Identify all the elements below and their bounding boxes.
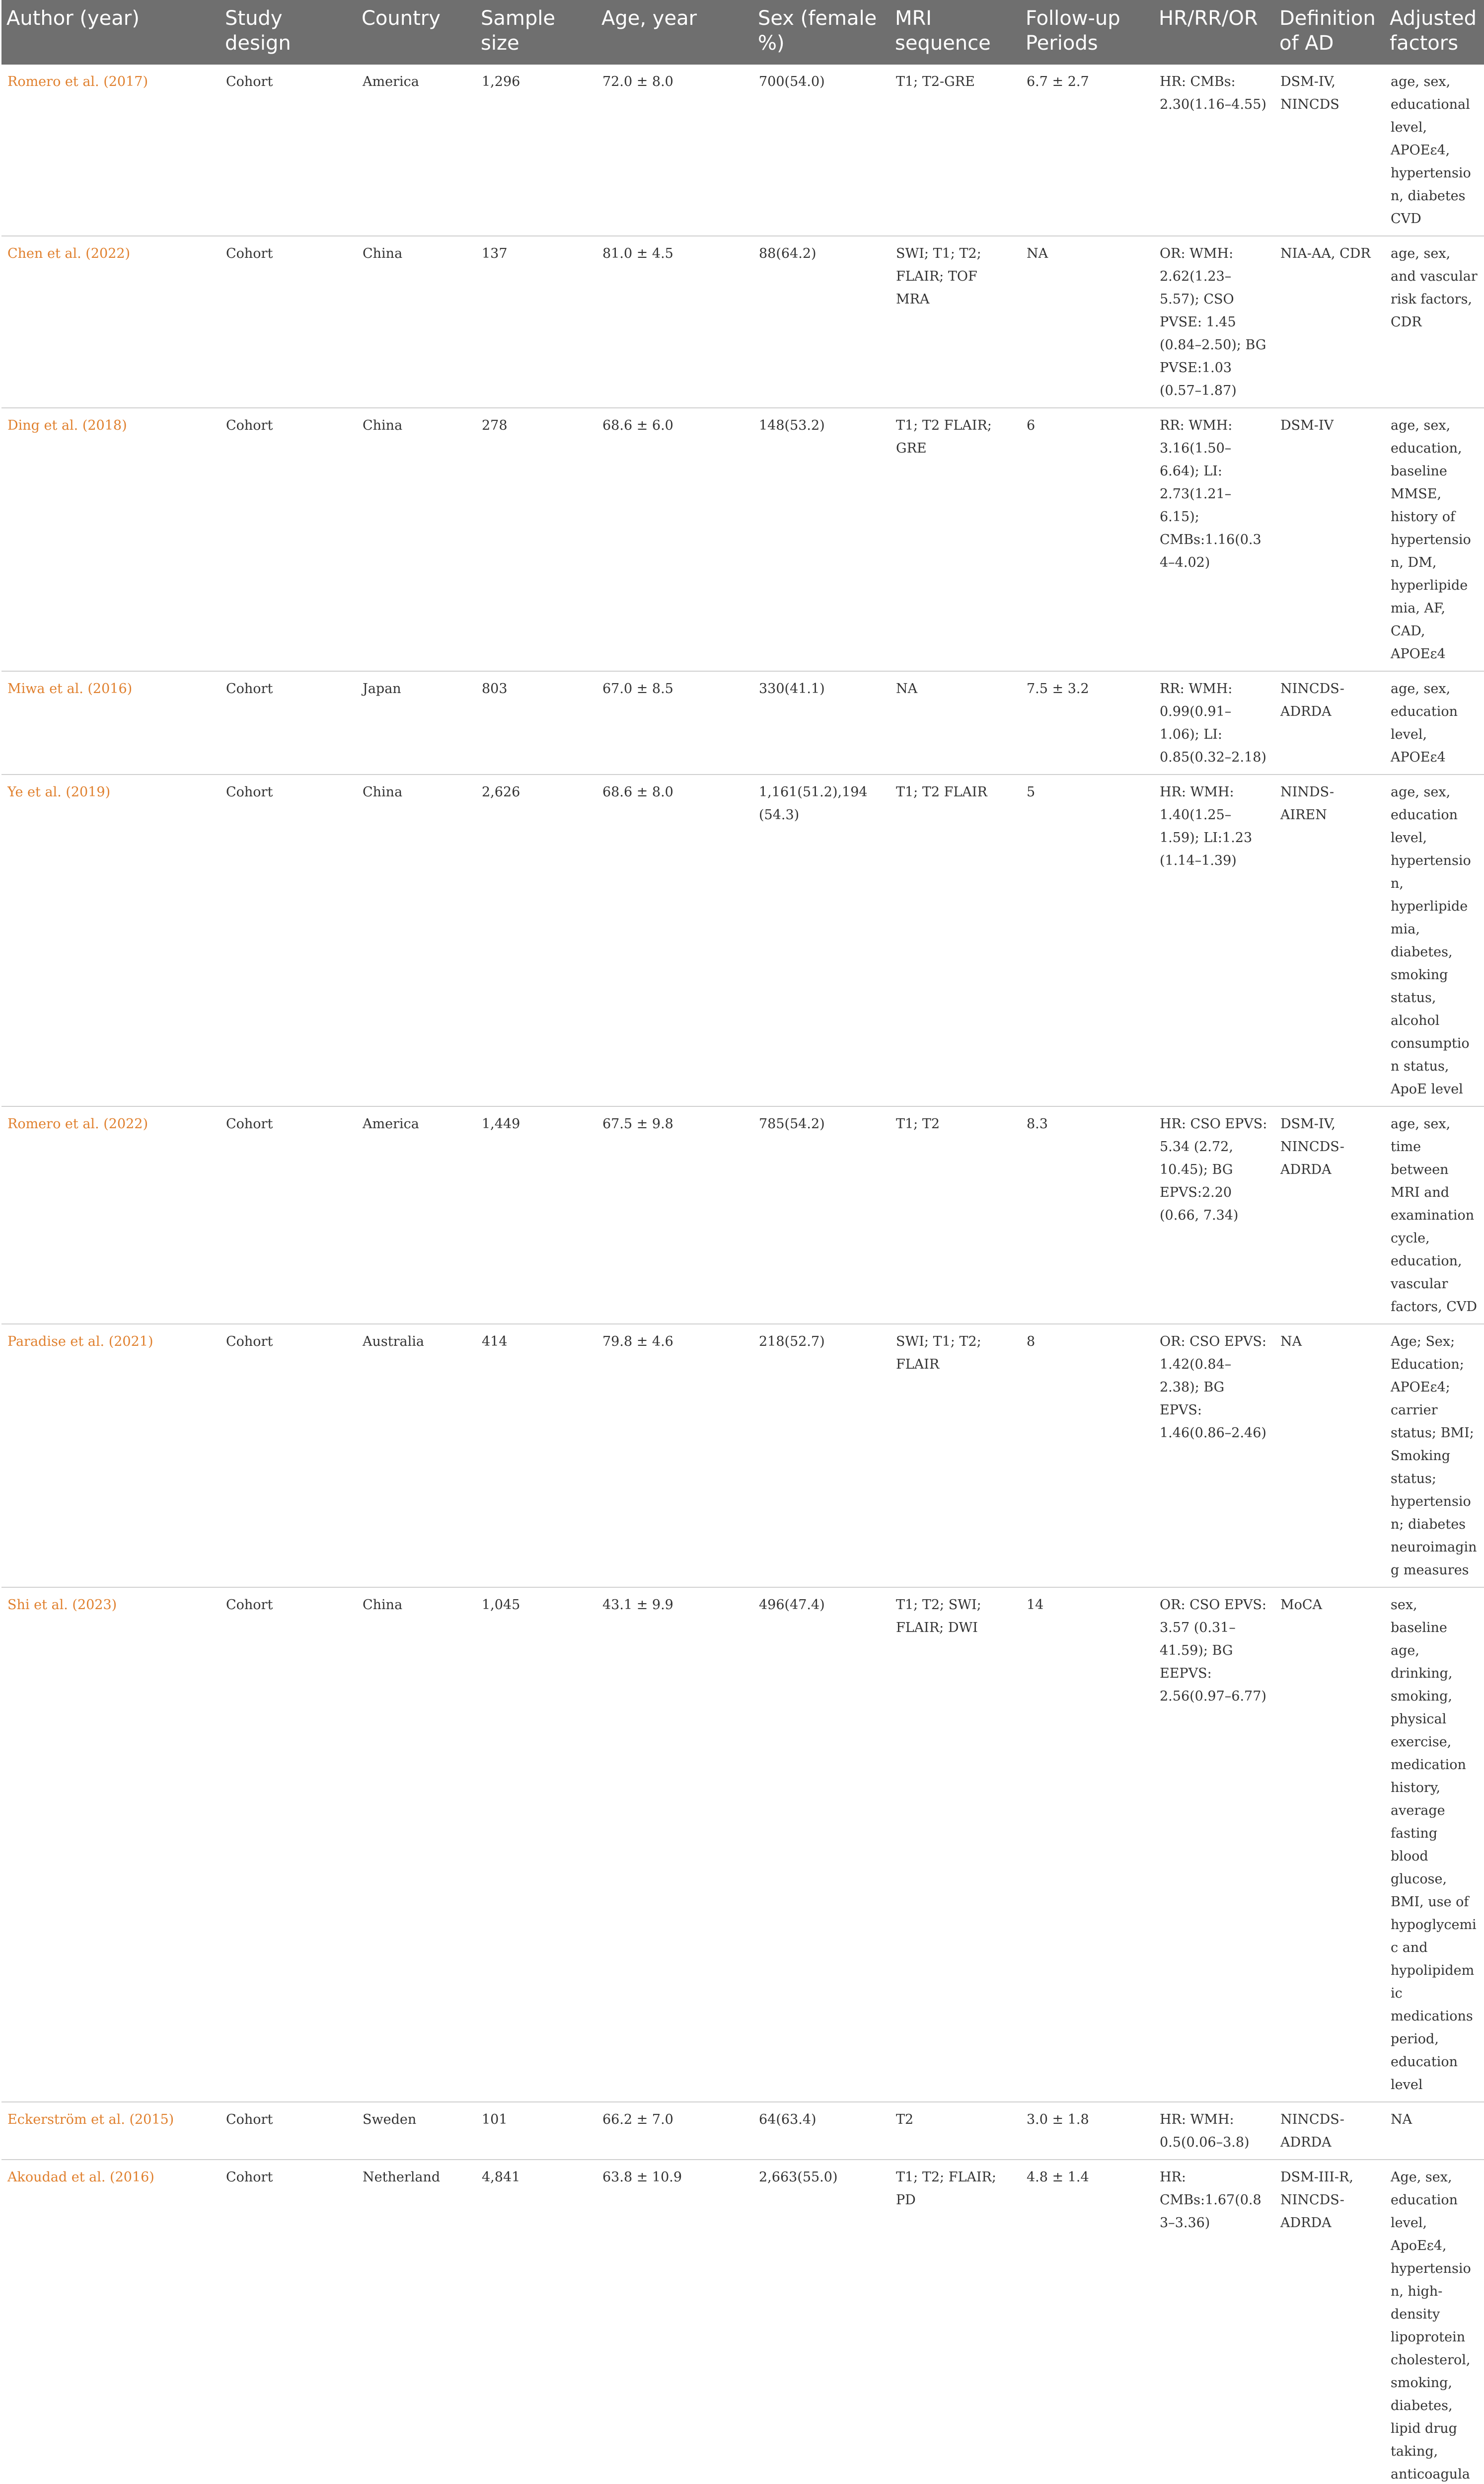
cell-definition-of-ad: DSM-IV: [1274, 408, 1385, 671]
table-row: [1, 671, 1484, 775]
cell-definition-of-ad: DSM-IV, NINCDS: [1274, 65, 1385, 236]
cell-adjusted-factors: Age; Sex; Education; APOEε4; carrier status; BMI; Smoking status; hypertension; diabetes neuroimaging measures: [1385, 1324, 1484, 1587]
cell-author[interactable]: Paradise et al. (2021): [1, 1324, 220, 1587]
cell-mri-sequence: T1; T2: [890, 1106, 1021, 1324]
header-sex: Sex (female %): [753, 0, 890, 65]
cell-mri-sequence: SWI; T1; T2; FLAIR; TOF MRA: [890, 236, 1021, 408]
cell-follow-up: 7.5 ± 3.2: [1021, 671, 1154, 775]
cell-author[interactable]: Shi et al. (2023): [1, 1587, 220, 2102]
header-adjusted-factors: Adjusted factors: [1385, 0, 1484, 65]
cell-age: 68.6 ± 8.0: [596, 775, 753, 1106]
cell-sex: 218(52.7): [753, 1324, 890, 1587]
header-hr-rr-or: HR/RR/OR: [1154, 0, 1274, 65]
cell-sample-size: 414: [476, 1324, 596, 1587]
cell-follow-up: 6: [1021, 408, 1154, 671]
cell-sex: 330(41.1): [753, 671, 890, 775]
cell-country: China: [357, 408, 476, 671]
cell-definition-of-ad: MoCA: [1274, 1587, 1385, 2102]
cell-age: 68.6 ± 6.0: [596, 408, 753, 671]
cell-sex: 496(47.4): [753, 1587, 890, 2102]
table-row: [1, 1324, 1484, 1587]
cell-author[interactable]: Ye et al. (2019): [1, 775, 220, 1106]
cell-sex: 785(54.2): [753, 1106, 890, 1324]
header-age: Age, year: [596, 0, 753, 65]
table-row: [1, 2102, 1484, 2160]
header-country: Country: [357, 0, 476, 65]
cell-study-design: Cohort: [220, 1587, 357, 2102]
header-definition-of-ad: Definition of AD: [1274, 0, 1385, 65]
cell-author[interactable]: Chen et al. (2022): [1, 236, 220, 408]
cell-age: 43.1 ± 9.9: [596, 1587, 753, 2102]
cell-adjusted-factors: age, sex, educational level, APOEε4, hypertension, diabetes CVD: [1385, 65, 1484, 236]
cell-sample-size: 1,449: [476, 1106, 596, 1324]
cell-author[interactable]: Ding et al. (2018): [1, 408, 220, 671]
cell-follow-up: NA: [1021, 236, 1154, 408]
cell-definition-of-ad: DSM-III-R, NINCDS-ADRDA: [1274, 2160, 1385, 2484]
cell-adjusted-factors: sex, baseline age, drinking, smoking, physical exercise, medication history, average fasting blood glucose, BMI, use of hypoglycemic and hypolipidemic medications period, education level: [1385, 1587, 1484, 2102]
cell-age: 66.2 ± 7.0: [596, 2102, 753, 2160]
cell-follow-up: 5: [1021, 775, 1154, 1106]
cell-hr-rr-or: OR: WMH: 2.62(1.23–5.57); CSO PVSE: 1.45 (0.84–2.50); BG PVSE:1.03 (0.57–1.87): [1154, 236, 1274, 408]
cell-author[interactable]: Romero et al. (2022): [1, 1106, 220, 1324]
cell-adjusted-factors: Age, sex, education level, ApoEε4, hypertension, high-density lipoprotein cholesterol, smoking, diabetes, lipid drug taking, anticoagula: [1385, 2160, 1484, 2484]
cell-sex: 148(53.2): [753, 408, 890, 671]
cell-mri-sequence: T2: [890, 2102, 1021, 2160]
cell-hr-rr-or: HR: CMBs: 2.30(1.16–4.55): [1154, 65, 1274, 236]
cell-age: 72.0 ± 8.0: [596, 65, 753, 236]
cell-study-design: Cohort: [220, 775, 357, 1106]
cell-adjusted-factors: age, sex, education level, APOEε4: [1385, 671, 1484, 775]
cell-adjusted-factors: age, sex, and vascular risk factors, CDR: [1385, 236, 1484, 408]
cell-mri-sequence: T1; T2 FLAIR: [890, 775, 1021, 1106]
cell-study-design: Cohort: [220, 1324, 357, 1587]
cell-sample-size: 101: [476, 2102, 596, 2160]
cell-sample-size: 137: [476, 236, 596, 408]
cell-country: China: [357, 1587, 476, 2102]
header-follow-up: Follow-up Periods: [1021, 0, 1154, 65]
cell-country: Australia: [357, 1324, 476, 1587]
cell-author[interactable]: Akoudad et al. (2016): [1, 2160, 220, 2484]
cell-age: 81.0 ± 4.5: [596, 236, 753, 408]
table-row: [1, 1587, 1484, 2102]
cell-sample-size: 1,045: [476, 1587, 596, 2102]
cell-sample-size: 278: [476, 408, 596, 671]
cell-country: Netherland: [357, 2160, 476, 2484]
cell-mri-sequence: NA: [890, 671, 1021, 775]
cell-sex: 700(54.0): [753, 65, 890, 236]
cell-sample-size: 803: [476, 671, 596, 775]
cell-follow-up: 8: [1021, 1324, 1154, 1587]
cell-definition-of-ad: DSM-IV, NINCDS-ADRDA: [1274, 1106, 1385, 1324]
cell-hr-rr-or: RR: WMH: 0.99(0.91–1.06); LI: 0.85(0.32–2.18): [1154, 671, 1274, 775]
table-row: [1, 65, 1484, 236]
cell-follow-up: 8.3: [1021, 1106, 1154, 1324]
cell-sample-size: 1,296: [476, 65, 596, 236]
cell-definition-of-ad: NINCDS-ADRDA: [1274, 2102, 1385, 2160]
study-characteristics-table: [1, 0, 1484, 2484]
cell-country: Japan: [357, 671, 476, 775]
cell-hr-rr-or: RR: WMH: 3.16(1.50–6.64); LI: 2.73(1.21–6.15); CMBs:1.16(0.34–4.02): [1154, 408, 1274, 671]
cell-definition-of-ad: NINDS-AIREN: [1274, 775, 1385, 1106]
cell-follow-up: 6.7 ± 2.7: [1021, 65, 1154, 236]
cell-follow-up: 14: [1021, 1587, 1154, 2102]
cell-mri-sequence: T1; T2; FLAIR; PD: [890, 2160, 1021, 2484]
cell-author[interactable]: Miwa et al. (2016): [1, 671, 220, 775]
cell-definition-of-ad: NINCDS-ADRDA: [1274, 671, 1385, 775]
table-row: [1, 2160, 1484, 2484]
table-row: [1, 236, 1484, 408]
cell-hr-rr-or: HR: WMH: 1.40(1.25–1.59); LI:1.23 (1.14–1.39): [1154, 775, 1274, 1106]
cell-adjusted-factors: age, sex, time between MRI and examination cycle, education, vascular factors, CVD: [1385, 1106, 1484, 1324]
header-sample-size: Sample size: [476, 0, 596, 65]
cell-sex: 64(63.4): [753, 2102, 890, 2160]
cell-author[interactable]: Eckerström et al. (2015): [1, 2102, 220, 2160]
cell-country: America: [357, 1106, 476, 1324]
cell-mri-sequence: T1; T2-GRE: [890, 65, 1021, 236]
cell-mri-sequence: SWI; T1; T2; FLAIR: [890, 1324, 1021, 1587]
cell-study-design: Cohort: [220, 65, 357, 236]
cell-mri-sequence: T1; T2 FLAIR; GRE: [890, 408, 1021, 671]
cell-country: Sweden: [357, 2102, 476, 2160]
cell-hr-rr-or: HR: WMH: 0.5(0.06–3.8): [1154, 2102, 1274, 2160]
cell-author[interactable]: Romero et al. (2017): [1, 65, 220, 236]
cell-sex: 88(64.2): [753, 236, 890, 408]
cell-country: America: [357, 65, 476, 236]
header-study-design: Study design: [220, 0, 357, 65]
cell-sex: 2,663(55.0): [753, 2160, 890, 2484]
cell-country: China: [357, 236, 476, 408]
cell-study-design: Cohort: [220, 236, 357, 408]
header-mri-sequence: MRI sequence: [890, 0, 1021, 65]
table-body: [1, 65, 1484, 2484]
cell-adjusted-factors: age, sex, education level, hypertension, hyperlipidemia, diabetes, smoking status, alcohol consumption status, ApoE level: [1385, 775, 1484, 1106]
cell-study-design: Cohort: [220, 1106, 357, 1324]
cell-sample-size: 2,626: [476, 775, 596, 1106]
header-row: [1, 0, 1484, 65]
cell-age: 67.0 ± 8.5: [596, 671, 753, 775]
cell-follow-up: 3.0 ± 1.8: [1021, 2102, 1154, 2160]
cell-study-design: Cohort: [220, 2160, 357, 2484]
cell-hr-rr-or: HR: CMBs:1.67(0.83–3.36): [1154, 2160, 1274, 2484]
cell-study-design: Cohort: [220, 671, 357, 775]
cell-hr-rr-or: OR: CSO EPVS: 1.42(0.84–2.38); BG EPVS: 1.46(0.86–2.46): [1154, 1324, 1274, 1587]
cell-definition-of-ad: NA: [1274, 1324, 1385, 1587]
table-header: [1, 0, 1484, 65]
cell-sample-size: 4,841: [476, 2160, 596, 2484]
cell-country: China: [357, 775, 476, 1106]
cell-definition-of-ad: NIA-AA, CDR: [1274, 236, 1385, 408]
cell-study-design: Cohort: [220, 408, 357, 671]
table-row: [1, 1106, 1484, 1324]
cell-age: 79.8 ± 4.6: [596, 1324, 753, 1587]
table-row: [1, 408, 1484, 671]
cell-age: 63.8 ± 10.9: [596, 2160, 753, 2484]
cell-adjusted-factors: NA: [1385, 2102, 1484, 2160]
cell-mri-sequence: T1; T2; SWI; FLAIR; DWI: [890, 1587, 1021, 2102]
cell-hr-rr-or: HR: CSO EPVS: 5.34 (2.72, 10.45); BG EPVS:2.20 (0.66, 7.34): [1154, 1106, 1274, 1324]
cell-adjusted-factors: age, sex, education, baseline MMSE, history of hypertension, DM, hyperlipidemia, AF, CAD, APOEε4: [1385, 408, 1484, 671]
cell-age: 67.5 ± 9.8: [596, 1106, 753, 1324]
table-row: [1, 775, 1484, 1106]
cell-study-design: Cohort: [220, 2102, 357, 2160]
cell-sex: 1,161(51.2),194 (54.3): [753, 775, 890, 1106]
header-author: Author (year): [1, 0, 220, 65]
cell-follow-up: 4.8 ± 1.4: [1021, 2160, 1154, 2484]
cell-hr-rr-or: OR: CSO EPVS: 3.57 (0.31–41.59); BG EEPVS: 2.56(0.97–6.77): [1154, 1587, 1274, 2102]
